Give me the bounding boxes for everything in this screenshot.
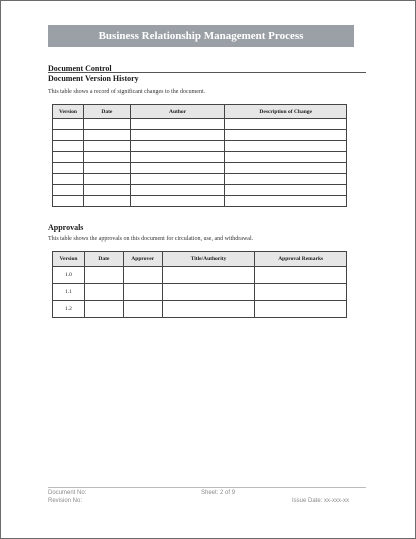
version-history-table xyxy=(52,104,347,207)
section-title: Document Control xyxy=(48,64,112,73)
version-history-heading: Document Version History xyxy=(48,74,139,83)
version-history-cell xyxy=(130,130,225,141)
approvals-cell xyxy=(255,284,347,301)
version-history-cell xyxy=(83,152,130,163)
approvals-body xyxy=(53,267,347,318)
version-history-cell xyxy=(53,196,84,207)
version-history-cell xyxy=(130,196,225,207)
version-history-cell xyxy=(53,119,84,130)
version-history-cell xyxy=(225,130,347,141)
version-history-cell xyxy=(83,119,130,130)
table-row xyxy=(53,301,347,318)
version-history-cell xyxy=(225,174,347,185)
approvals-note: This table shows the approvals on this document for circulation, use, and withdrawal. xyxy=(48,236,254,242)
version-history-cell xyxy=(225,185,347,196)
approvals-cell xyxy=(123,284,162,301)
footer-sheet: Sheet: 2 of 9 xyxy=(201,490,236,496)
version-history-cell xyxy=(83,141,130,152)
version-history-cell xyxy=(53,185,84,196)
version-history-cell xyxy=(53,174,84,185)
table-row xyxy=(53,163,347,174)
table-row xyxy=(53,284,347,301)
version-history-cell xyxy=(83,130,130,141)
version-history-cell xyxy=(225,141,347,152)
version-history-cell xyxy=(225,163,347,174)
approvals-table xyxy=(52,251,347,318)
approvals-cell xyxy=(162,284,255,301)
approvals-header-row xyxy=(53,252,347,267)
version-history-cell xyxy=(83,185,130,196)
version-history-cell xyxy=(130,152,225,163)
approvals-cell xyxy=(123,267,162,284)
version-history-cell xyxy=(53,152,84,163)
table-row xyxy=(53,119,347,130)
approvals-column-header: Date xyxy=(84,252,123,267)
version-history-cell xyxy=(83,174,130,185)
approvals-cell: 1.1 xyxy=(53,284,85,301)
table-row xyxy=(53,267,347,284)
version-history-column-header: Author xyxy=(130,105,225,119)
version-history-body xyxy=(53,119,347,207)
version-history-cell xyxy=(130,141,225,152)
approvals-cell xyxy=(255,267,347,284)
version-history-cell xyxy=(130,119,225,130)
footer-issue-date: Issue Date: xx-xxx-xx xyxy=(292,498,350,504)
footer-document-no: Document No: xyxy=(48,490,87,496)
approvals-cell xyxy=(255,301,347,318)
approvals-column-header: Version xyxy=(53,252,85,267)
approvals-column-header: Approver xyxy=(123,252,162,267)
footer-divider xyxy=(48,487,366,488)
approvals-cell: 1.0 xyxy=(53,267,85,284)
table-row xyxy=(53,196,347,207)
approvals-cell: 1.2 xyxy=(53,301,85,318)
approvals-cell xyxy=(84,284,123,301)
version-history-cell xyxy=(225,196,347,207)
version-history-cell xyxy=(225,119,347,130)
version-history-cell xyxy=(83,163,130,174)
approvals-cell xyxy=(84,301,123,318)
document-title: Business Relationship Management Process xyxy=(48,25,354,47)
version-history-column-header: Version xyxy=(53,105,84,119)
table-row xyxy=(53,185,347,196)
approvals-cell xyxy=(123,301,162,318)
approvals-cell xyxy=(162,267,255,284)
section-divider xyxy=(48,72,366,73)
approvals-column-header: Title/Authority xyxy=(162,252,255,267)
version-history-cell xyxy=(83,196,130,207)
version-history-cell xyxy=(130,174,225,185)
version-history-cell xyxy=(53,141,84,152)
version-history-header-row xyxy=(53,105,347,119)
version-history-cell xyxy=(225,152,347,163)
version-history-cell xyxy=(130,185,225,196)
table-row xyxy=(53,141,347,152)
version-history-cell xyxy=(53,163,84,174)
approvals-column-header: Approval Remarks xyxy=(255,252,347,267)
version-history-column-header: Date xyxy=(83,105,130,119)
version-history-note: This table shows a record of significant changes to the document. xyxy=(48,89,206,95)
table-row xyxy=(53,130,347,141)
version-history-cell xyxy=(53,130,84,141)
table-row xyxy=(53,152,347,163)
approvals-heading: Approvals xyxy=(48,223,84,232)
version-history-column-header: Description of Change xyxy=(225,105,347,119)
footer-revision-no: Revision No: xyxy=(48,498,83,504)
table-row xyxy=(53,174,347,185)
approvals-cell xyxy=(84,267,123,284)
version-history-cell xyxy=(130,163,225,174)
approvals-cell xyxy=(162,301,255,318)
